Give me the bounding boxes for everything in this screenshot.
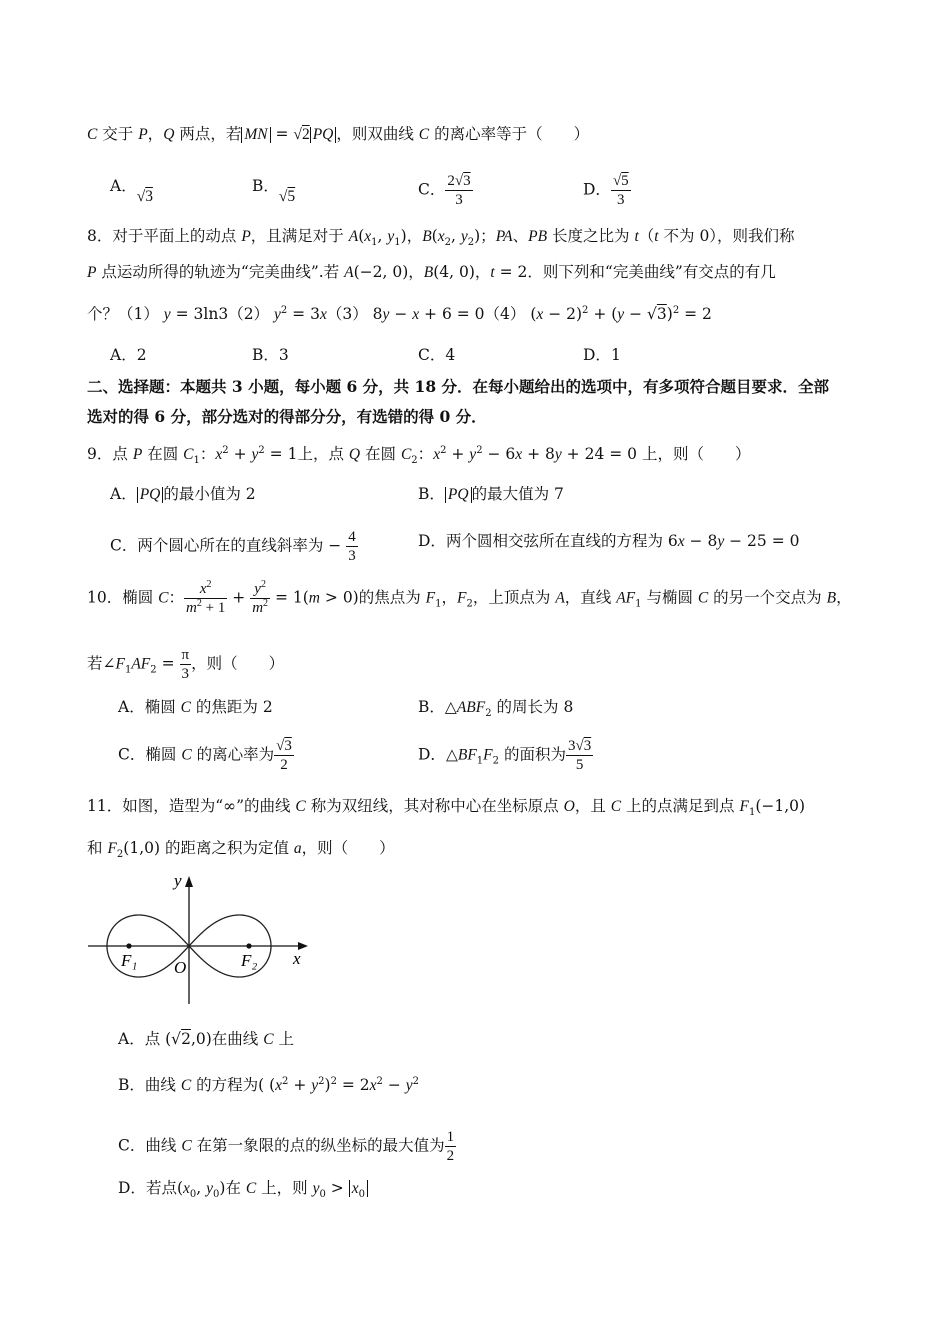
q8-option-d: D．1 <box>583 346 621 364</box>
q8-line2: P 点运动所得的轨迹为“完美曲线”.若 A(−2, 0)，B(4, 0)，t = 2．则下列和“完美曲线”有交点的有几 <box>87 263 776 281</box>
q8-line1: 8．对于平面上的动点 P，且满足对于 $A(x_1$, $y_1$)，$B(x_2$, $y_2$)；PA、PB 长度之比为 t（t 不为 0），则我们称 <box>87 227 795 249</box>
q10-line1: 10．椭圆 C： $\frac{x^2}{m^2 + 1}$ + $\frac{y^2}{m^2}$ = 1(m > 0)的焦点为 $F_1$，$F_2$，上顶点为 A，直线 $AF_1$ 与椭圆 C 的另一个交点为 B， <box>87 579 852 616</box>
lemniscate-figure <box>86 870 326 1010</box>
q11-option-b: B．曲线 C 的方程为( $(x^2 + y^2)^2 = 2x^2 - y^2$ <box>118 1075 420 1094</box>
q10-option-d: D．$\triangle BF_1F_2$ 的面积为 $\frac{3√3}{5}$ <box>418 738 592 773</box>
focus-f1-dot <box>126 943 131 948</box>
q8-line3: 个？（1） y = 3ln3（2） $y^2 = 3x(3) 8y - x + 6 = 0(4) (x - 2)^2 + (y - √3)^2 = 2$ <box>87 304 712 323</box>
q10-option-a: A．椭圆 C 的焦距为 2 <box>118 698 273 716</box>
section2-heading-line2: 选对的得 6 分，部分选对的得部分分，有选错的得 0 分． <box>87 407 487 426</box>
focus-f2-label: F₂ <box>241 951 258 970</box>
q8-option-a: A．2 <box>110 346 147 364</box>
q7-option-b: B．√5 <box>252 177 296 205</box>
focus-f1-label: F₁ <box>121 951 138 970</box>
q8-option-c: C．4 <box>418 346 456 364</box>
q11-option-c: C．曲线 C 在第一象限的点的纵坐标的最大值为 $\frac{1}{2}$ <box>118 1129 455 1164</box>
q9-option-d: D．两个圆相交弦所在直线的方程为 6x − 8y − 25 = 0 <box>418 532 800 550</box>
q9-stem: 9．点 P 在圆 $C_1$：$x^2 + y^2 = 1$上，点 Q 在圆 $C_2$：$x^2 + y^2 - 6x + 8y + 24 = 0$ 上，则（ ） <box>87 444 751 467</box>
section2-heading: 二、选择题：本题共 3 小题，每小题 6 分，共 18 分．在每小题给出的选项中，有多项符合题目要求．全部 <box>87 377 830 396</box>
q7-option-c: C． $\frac{2√3}{3}$ <box>418 173 471 208</box>
q7-stem: C 交于 P，Q 两点，若 MN = √2 PQ ，则双曲线 C 的离心率等于（ ） <box>87 125 590 143</box>
q9-option-a: A． PQ 的最小值为 2 <box>110 485 256 503</box>
q11-option-a: A．点 (√2,0)在曲线 C 上 <box>118 1030 294 1048</box>
origin-label: O <box>174 958 187 977</box>
focus-f2-dot <box>246 943 251 948</box>
x-axis-label: x <box>293 949 301 968</box>
q9-option-c: C．两个圆心所在的直线斜率为 − $\frac{4}{3}$ <box>110 529 356 564</box>
q9-option-b: B． PQ 的最大值为 7 <box>418 485 564 503</box>
q10-option-c: C．椭圆 C 的离心率为 $\frac{√3}{2}$ <box>118 738 292 773</box>
q7-option-d: D． $\frac{√5}{3}$ <box>583 173 629 208</box>
q7-option-a: A．√3 <box>110 177 153 205</box>
q11-line2: 和 $F_2(1,0)$ 的距离之积为定值 a，则（ ） <box>87 839 395 861</box>
q8-option-b: B．3 <box>252 346 289 364</box>
q10-option-b: B．$\triangle ABF_2$ 的周长为 8 <box>418 698 574 720</box>
q11-line1: 11．如图，造型为“∞”的曲线 C 称为双纽线，其对称中心在坐标原点 O，且 C 上的点满足到点 $F_1(-1,0)$ <box>87 797 806 819</box>
q11-option-d: D．若点($x_0$, $y_0$)在 C 上，则 $y_0 > x_0$ <box>118 1178 368 1199</box>
y-axis-label: y <box>174 871 182 890</box>
q10-line2: 若$\angle F_1AF_2$ = $\frac{\pi}{3}$ ，则（ ） <box>87 647 285 682</box>
